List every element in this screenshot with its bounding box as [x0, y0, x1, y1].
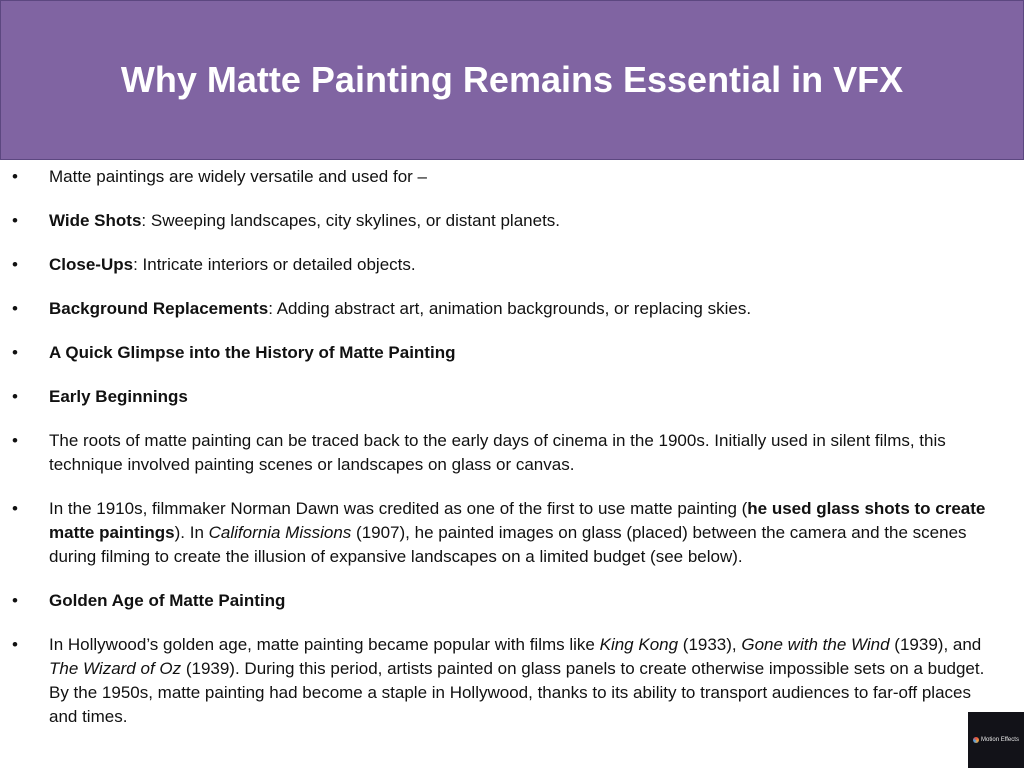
- item-text: (1907), he painted images on glass (placed) between the camera and the scenes during filming to create the illusion of expansive landscapes on a limited budget (see below).: [49, 523, 967, 566]
- film-title: California Missions: [208, 523, 352, 542]
- list-item: [0, 253, 1000, 277]
- list-item: [0, 209, 1000, 233]
- bullet-icon: •: [12, 343, 18, 362]
- slide-title: Why Matte Painting Remains Essential in VFX: [120, 59, 904, 100]
- list-item: [0, 297, 1000, 321]
- film-title: Gone with the Wind: [741, 635, 890, 654]
- bullet-icon: •: [12, 167, 18, 186]
- bullet-icon: •: [12, 499, 18, 518]
- section-heading: Early Beginnings: [49, 387, 188, 406]
- film-title: King Kong: [599, 635, 679, 654]
- bullet-icon: •: [12, 255, 18, 274]
- list-item: [0, 385, 1000, 409]
- item-emphasis: he used glass shots to create matte paintings: [49, 499, 986, 542]
- bullet-icon: •: [12, 635, 18, 654]
- item-text: The roots of matte painting can be traced back to the early days of cinema in the 1900s. Initially used in silent films, this technique involved painting scenes or landscapes on glass or canvas.: [49, 431, 946, 474]
- badge-label: Motion Effects: [981, 737, 1019, 743]
- film-title: The Wizard of Oz: [49, 659, 182, 678]
- list-item: [0, 429, 1000, 477]
- slide-header: [0, 0, 1024, 160]
- list-item: [0, 165, 1000, 189]
- bullet-icon: •: [12, 211, 18, 230]
- item-text: (1939). During this period, artists painted on glass panels to create otherwise impossible sets on a budget. By the 1950s, matte painting had become a staple in Hollywood, thanks to its ability to transport audiences to far-off places and times.: [49, 659, 985, 726]
- item-text: (1933),: [678, 635, 742, 654]
- bullet-icon: •: [12, 299, 18, 318]
- list-item: [0, 341, 1000, 365]
- item-text: : Adding abstract art, animation backgrounds, or replacing skies.: [268, 299, 752, 318]
- item-text: ). In: [174, 523, 209, 542]
- item-text: (1939), and: [889, 635, 982, 654]
- motion-effects-badge[interactable]: [968, 712, 1024, 768]
- bullet-list: [0, 165, 1000, 749]
- item-text: : Intricate interiors or detailed objects.: [133, 255, 416, 274]
- item-term: Close-Ups: [49, 255, 134, 274]
- list-item: [0, 589, 1000, 613]
- section-heading: A Quick Glimpse into the History of Matte Painting: [49, 343, 456, 362]
- item-text: In Hollywood’s golden age, matte painting became popular with films like: [49, 635, 600, 654]
- list-item: [0, 633, 1000, 729]
- item-term: Background Replacements: [49, 299, 269, 318]
- list-item: [0, 497, 1000, 569]
- bullet-icon: •: [12, 431, 18, 450]
- item-text: Matte paintings are widely versatile and used for –: [49, 167, 427, 186]
- bullet-icon: •: [12, 387, 18, 406]
- motion-effects-logo-icon: [973, 737, 979, 743]
- bullet-icon: •: [12, 591, 18, 610]
- item-text: : Sweeping landscapes, city skylines, or distant planets.: [141, 211, 561, 230]
- section-heading: Golden Age of Matte Painting: [49, 591, 286, 610]
- item-term: Wide Shots: [49, 211, 142, 230]
- item-text: In the 1910s, filmmaker Norman Dawn was credited as one of the first to use matte painting (: [49, 499, 748, 518]
